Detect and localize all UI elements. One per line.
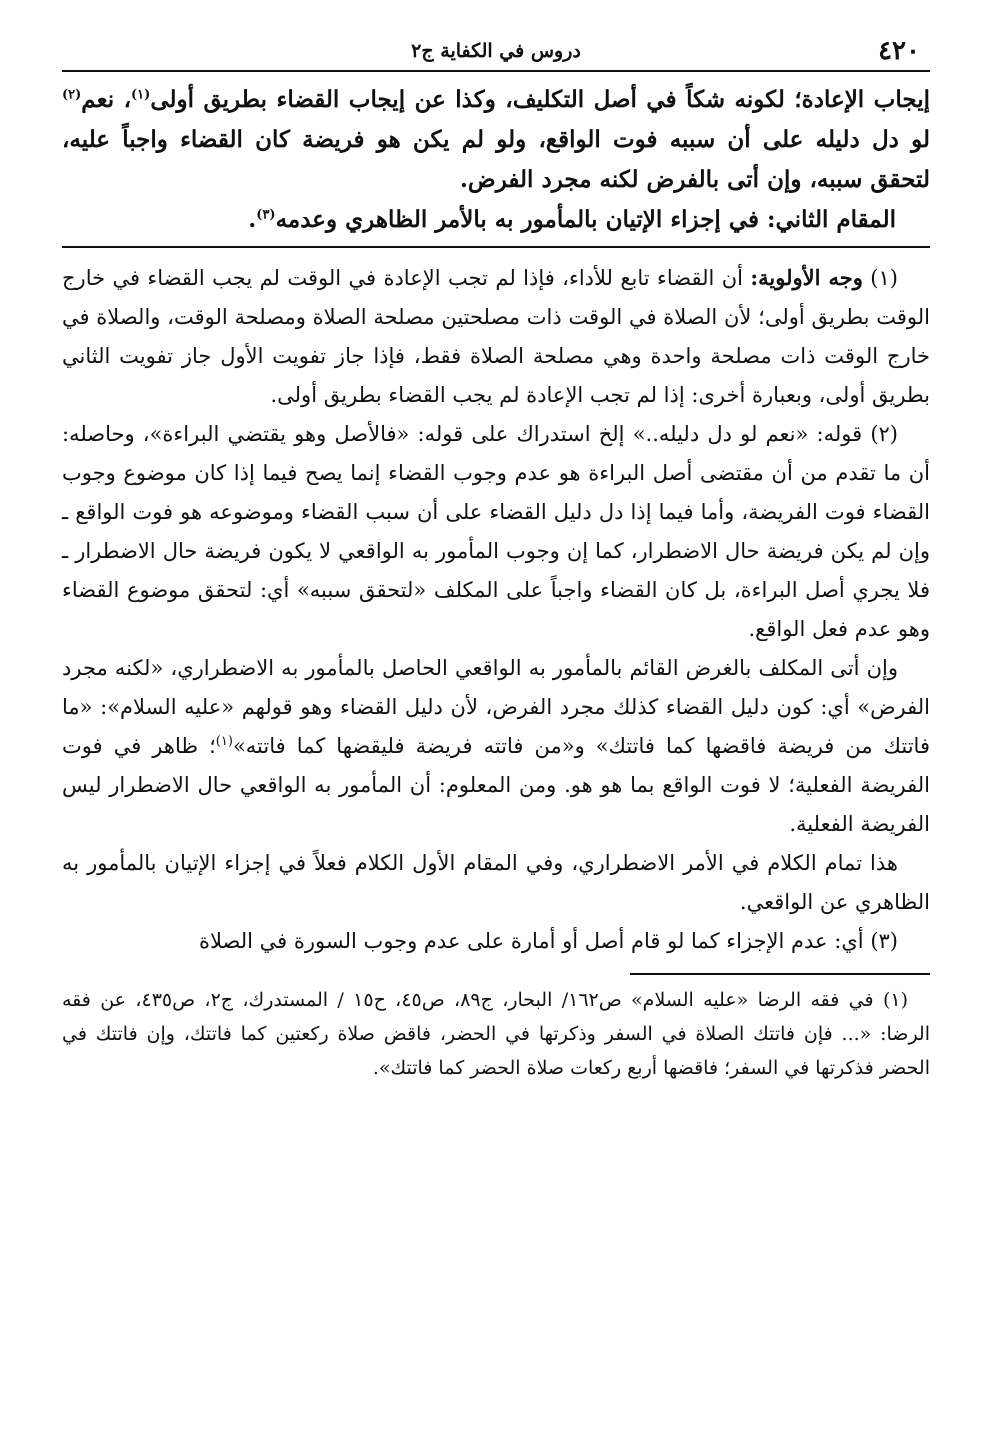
book-page <box>62 30 930 1430</box>
note-2-continued: وإن أتى المكلف بالغرض القائم بالمأمور به الواقعي الحاصل بالمأمور به الاضطراري، «لكنه مجرد الفرض» أي: كون دليل القضاء كذلك مجرد الفرض، لأن دليل القضاء وهو قولهم «عليه السلام»: «ما فاتتك من فريضة فاقضها كما فاتتك» و«من فاتته فريضة فليقضها كما فاتته»$^{(١)}$؛ ظاهر في فوت الفريضة الفعلية؛ لا فوت الواقع بما هو هو. ومن المعلوم: أن المأمور به الواقعي حال الاضطرار ليس الفريضة الفعلية. <box>62 656 930 836</box>
footnote-divider <box>62 246 930 248</box>
page-number: ٤٢٠ <box>878 36 920 66</box>
note-3: (٣) أي: عدم الإجزاء كما لو قام أصل أو أمارة على عدم وجوب السورة في الصلاة <box>199 929 898 953</box>
hadith-note: (١) في فقه الرضا «عليه السلام» ص١٦٢/ البحار، ج٨٩، ص٤٥، ح١٥ / المستدرك، ج٢، ص٤٣٥، عن فقه الرضا: «... فإن فاتتك الصلاة في السفر وذكرتها في الحضر، فاقض صلاة ركعتين كما فاتتك، وإن فاتتك في الحضر فذكرتها في السفر؛ فاقضها أربع ركعات صلاة الحضر كما فاتتك». <box>62 989 930 1079</box>
footnote-ref: (٢) <box>62 87 82 103</box>
note-2-closing: هذا تمام الكلام في الأمر الاضطراري، وفي المقام الأول الكلام فعلاً في إجزاء الإتيان بالمأمور به الظاهري عن الواقعي. <box>62 851 930 914</box>
note-2: (٢) قوله: «نعم لو دل دليله..» إلخ استدراك على قوله: «فالأصل وهو يقتضي البراءة»، وحاصله: أن ما تقدم من أن مقتضى أصل البراءة هو عدم وجوب القضاء إنما يصح فيما إذا كان موضوع وجوب القضاء فوت الفريضة، وأما فيما إذا دل دليل القضاء على أن سبب القضاء وموضوعه هو فوت الواقع ـ وإن لم يكن فريضة حال الاضطرار، كما إن وجوب المأمور به الواقعي لا يكون فريضة حال الاضطرار ـ فلا يجري أصل البراءة، بل كان القضاء واجباً على المكلف «لتحقق سببه» أي: لتحقق موضوع القضاء وهو عدم فعل الواقع. <box>62 422 930 641</box>
hadith-footnote <box>62 983 930 1085</box>
note-1: (١) وجه الأولوية: أن القضاء تابع للأداء، فإذا لم تجب الإعادة في الوقت لم يجب القضاء في خارج الوقت بطريق أولى؛ لأن الصلاة في الوقت ذات مصلحتين مصلحة الصلاة ومصلحة الوقت، والصلاة في خارج الوقت ذات مصلحة واحدة وهي مصلحة الصلاة فقط، فإذا جاز تفويت الأول جاز تفويت الثاني بطريق أولى، وبعبارة أخرى: إذا لم تجب الإعادة لم يجب القضاء بطريق أولى. <box>62 265 930 407</box>
footnote-ref: (١) <box>215 734 233 749</box>
main-text <box>62 80 930 240</box>
footnote-ref: (١) <box>131 87 151 103</box>
main-paragraph: إيجاب الإعادة؛ لكونه شكاً في أصل التكليف، وكذا عن إيجاب القضاء بطريق أولى$^{(١)}$، نعم$^{(٢)}$ لو دل دليله على أن سببه فوت الواقع، ولو لم يكن هو فريضة كان القضاء واجباً عليه، لتحقق سببه، وإن أتى بالفرض لكنه مجرد الفرض. <box>62 86 930 193</box>
section-heading: المقام الثاني: في إجزاء الإتيان بالمأمور به بالأمر الظاهري وعدمه$^{(٣)}$. <box>248 206 896 233</box>
page-header <box>62 30 930 72</box>
running-title: دروس في الكفاية ج٢ <box>411 40 581 62</box>
footnote-ref: (٣) <box>256 207 276 223</box>
footnotes <box>62 258 930 961</box>
hadith-divider <box>630 973 930 975</box>
